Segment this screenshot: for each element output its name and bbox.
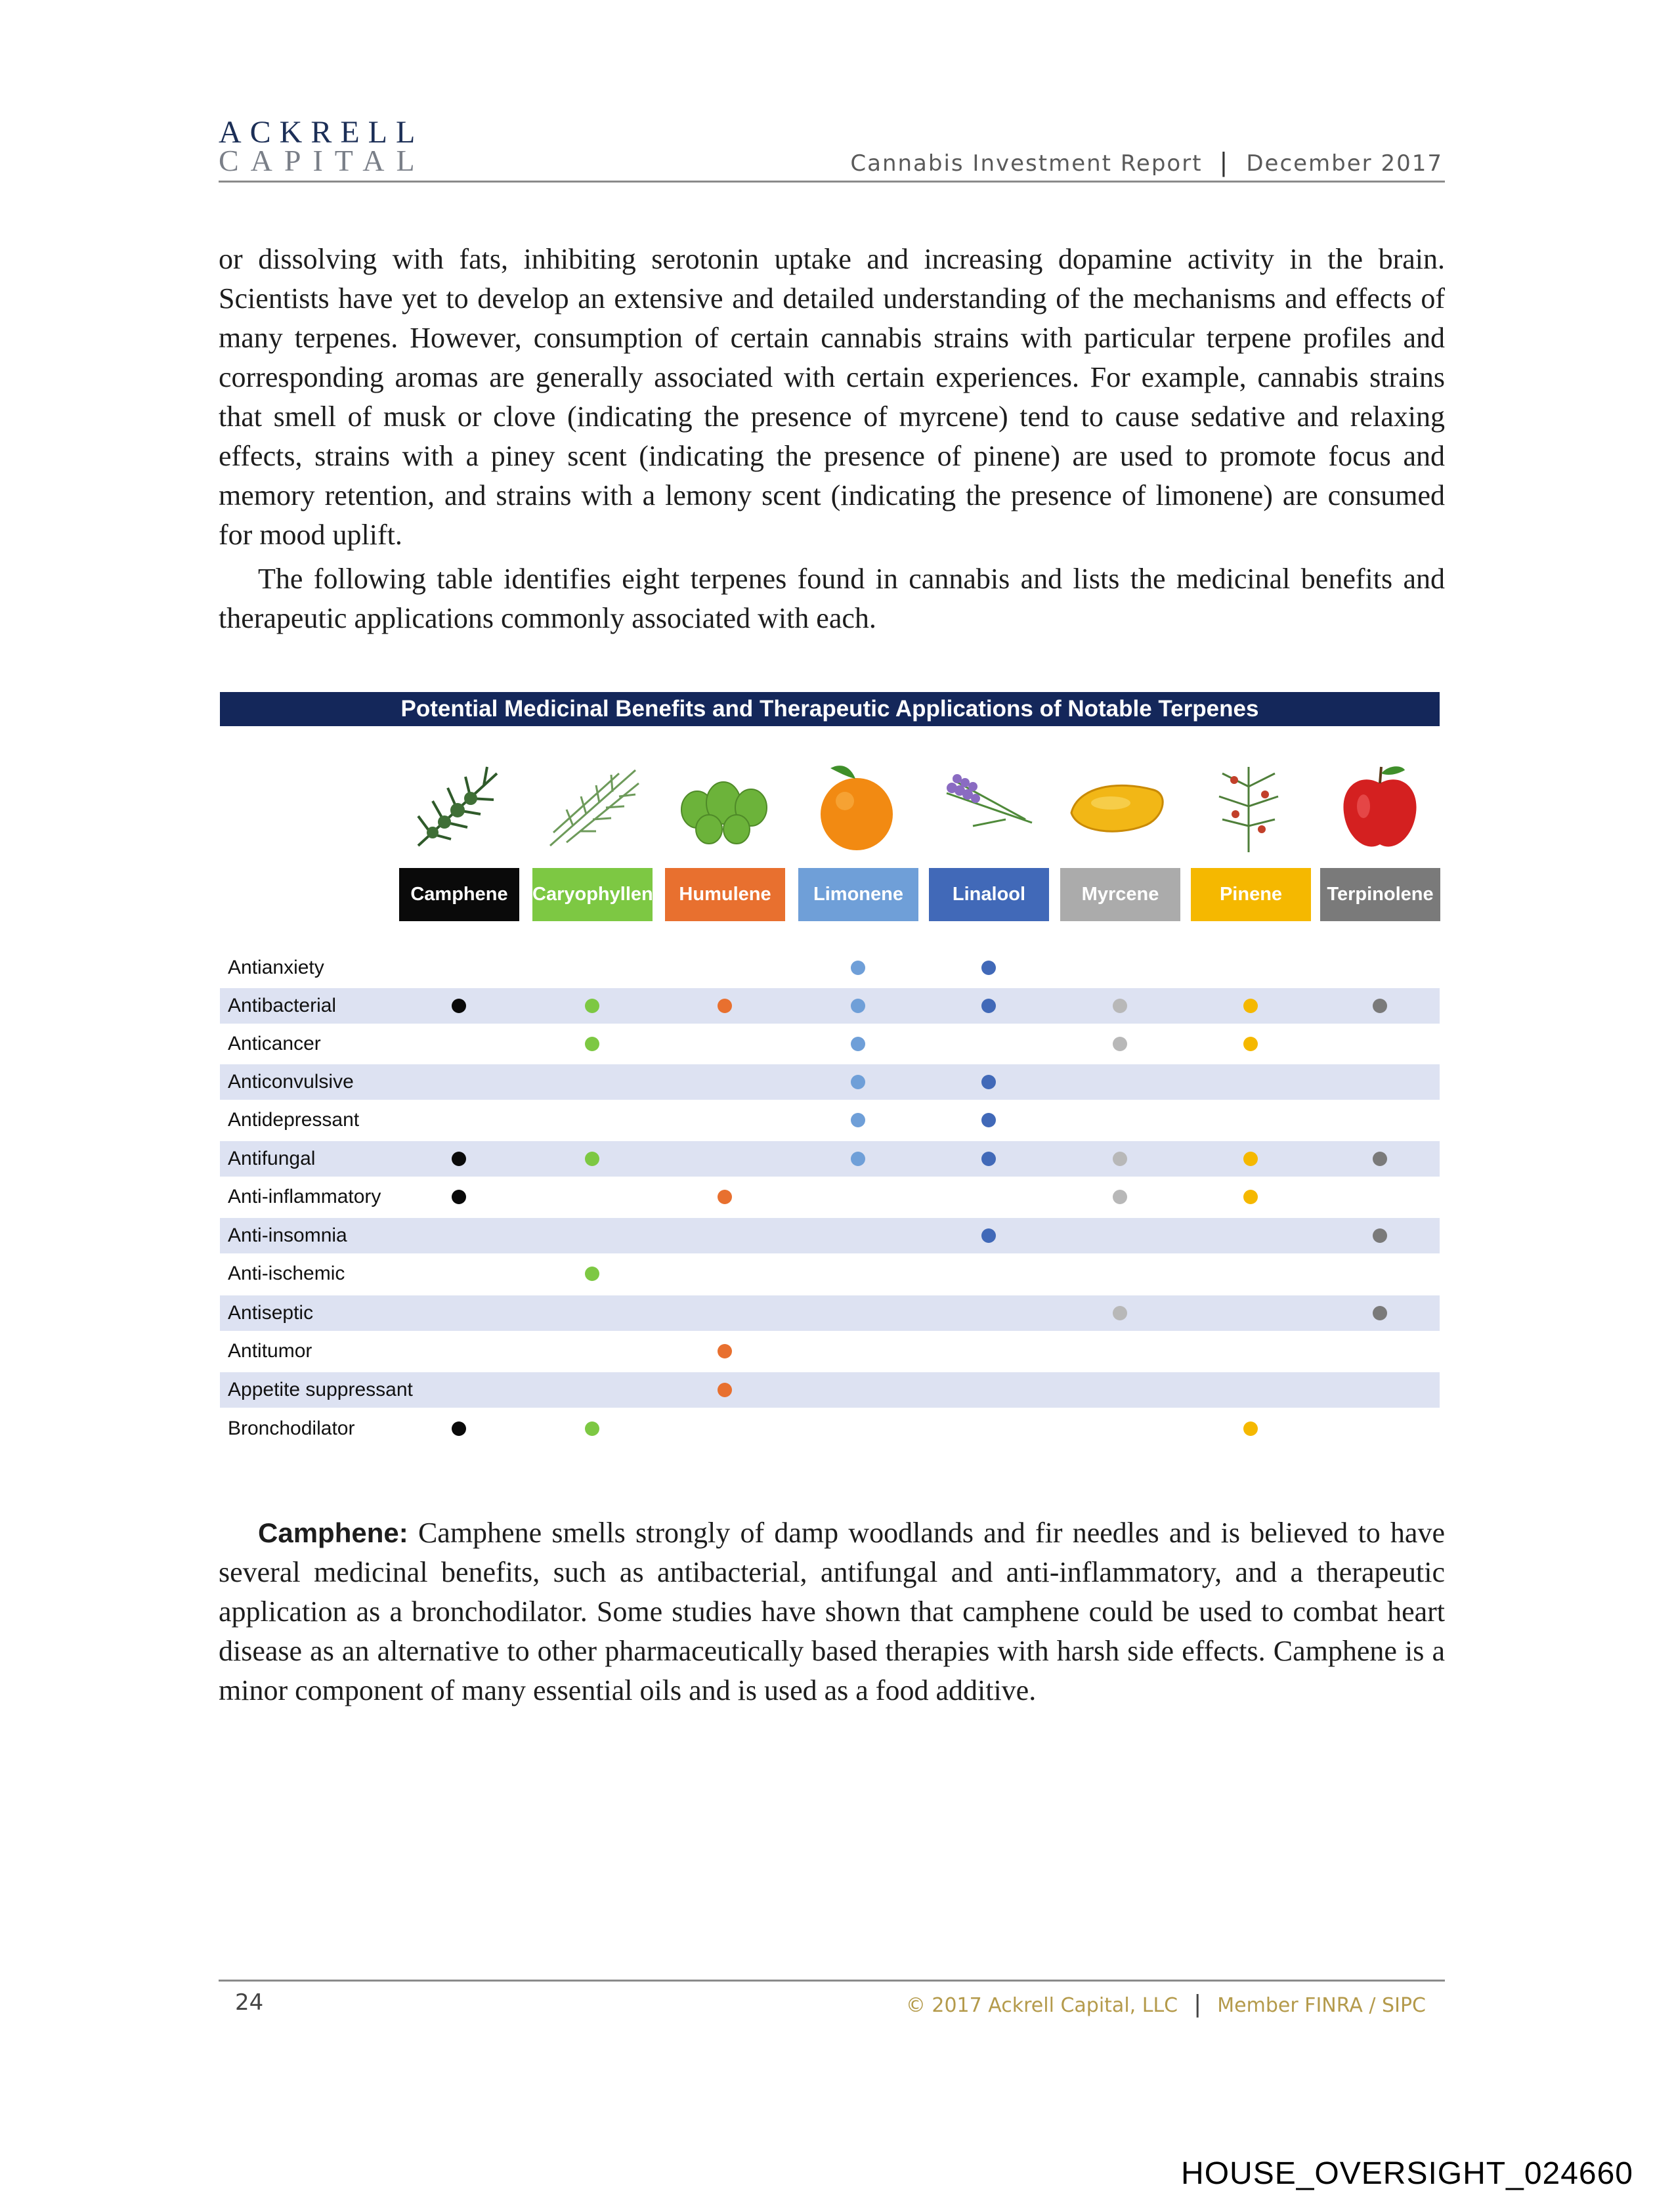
row-label: Antifungal <box>228 1148 316 1169</box>
footer-info <box>906 1991 1426 2018</box>
table-row <box>220 1064 1440 1100</box>
column-header-camphene: Camphene <box>399 868 519 921</box>
benefit-dot-terpinolene <box>1373 999 1387 1013</box>
benefit-dot-caryophyllene <box>585 1267 599 1281</box>
benefit-dot-pinene <box>1243 1190 1258 1204</box>
row-label: Antibacterial <box>228 995 337 1016</box>
column-header-terpinolene: Terpinolene <box>1320 868 1440 921</box>
benefit-dot-pinene <box>1243 999 1258 1013</box>
copyright: © 2017 Ackrell Capital, LLC <box>905 1994 1178 2017</box>
benefit-dot-caryophyllene <box>585 1152 599 1166</box>
benefit-dot-camphene <box>452 1421 466 1436</box>
benefit-dot-myrcene <box>1113 1306 1127 1320</box>
header-info <box>850 148 1443 177</box>
benefit-dot-pinene <box>1243 1037 1258 1051</box>
benefit-dot-linalool <box>981 1075 996 1089</box>
benefit-dot-caryophyllene <box>585 1421 599 1436</box>
column-header-caryophyllene: Caryophyllene <box>532 868 653 921</box>
benefit-dot-terpinolene <box>1373 1306 1387 1320</box>
column-header-limonene: Limonene <box>798 868 918 921</box>
report-date: December 2017 <box>1246 150 1443 177</box>
benefit-dot-myrcene <box>1113 1037 1127 1051</box>
hops-icon <box>671 754 776 859</box>
table-row <box>220 1334 1440 1369</box>
orange-icon <box>804 754 909 859</box>
member-info: Member FINRA / SIPC <box>1217 1994 1426 2017</box>
lavender-icon <box>934 754 1039 859</box>
table-intro-text: The following table identifies eight terpenes found in cannabis and lists the medicinal benefits and therapeutic applications commonly associated with each. <box>219 563 1445 634</box>
benefit-dot-camphene <box>452 999 466 1013</box>
benefit-dot-linalool <box>981 1113 996 1127</box>
logo-capital: CAPITAL <box>219 144 427 177</box>
benefit-dot-limonene <box>851 1075 865 1089</box>
bates-number: HOUSE_OVERSIGHT_024660 <box>1181 2156 1633 2191</box>
benefit-dot-camphene <box>452 1190 466 1204</box>
benefit-dot-linalool <box>981 1152 996 1166</box>
header-separator: | <box>1219 148 1230 177</box>
table-title: Potential Medicinal Benefits and Therapeutic Applications of Notable Terpenes <box>220 692 1440 726</box>
row-label: Anti-insomnia <box>228 1225 347 1246</box>
table-row <box>220 1295 1440 1331</box>
fir-branch-icon <box>405 754 510 859</box>
benefit-dot-pinene <box>1243 1421 1258 1436</box>
header-rule <box>219 181 1445 183</box>
row-label: Antitumor <box>228 1340 312 1362</box>
report-title: Cannabis Investment Report <box>850 150 1203 177</box>
column-header-humulene: Humulene <box>665 868 785 921</box>
table-row <box>220 1102 1440 1138</box>
camphene-heading: Camphene: <box>258 1517 408 1548</box>
table-row <box>220 1372 1440 1408</box>
column-header-myrcene: Myrcene <box>1060 868 1180 921</box>
column-header-linalool: Linalool <box>929 868 1049 921</box>
paragraph-terpene-effects: or dissolving with fats, inhibiting serotonin uptake and increasing dopamine activity in the brain. Scientists have yet to develop an extensive and detailed understanding of the mechanisms and effects of many terpenes. However, consumption of certain cannabis strains with particular terpene profiles and corresponding aromas are generally associated with certain experiences. For example, cannabis strains that smell of musk or clove (indicating the presence of myrcene) tend to cause sedative and relaxing effects, strains with a piney scent (indicating the presence of pinene) are used to promote focus and memory retention, and strains with a lemony scent (indicating the presence of limonene) are consumed for mood uplift. <box>219 243 1445 551</box>
row-label: Bronchodilator <box>228 1418 355 1439</box>
row-label: Anti-inflammatory <box>228 1186 381 1207</box>
benefit-dot-humulene <box>718 1344 732 1358</box>
benefit-dot-caryophyllene <box>585 999 599 1013</box>
row-label: Antianxiety <box>228 957 324 978</box>
table-row <box>220 1026 1440 1062</box>
benefit-dot-terpinolene <box>1373 1228 1387 1243</box>
paragraph-table-intro <box>219 559 1445 638</box>
benefit-dot-myrcene <box>1113 999 1127 1013</box>
row-label: Anti-ischemic <box>228 1263 345 1284</box>
benefit-dot-limonene <box>851 1037 865 1051</box>
column-header-pinene: Pinene <box>1191 868 1311 921</box>
benefit-dot-myrcene <box>1113 1190 1127 1204</box>
logo-ackrell: ACKRELL <box>219 115 424 150</box>
row-label: Antidepressant <box>228 1109 360 1131</box>
benefit-dot-limonene <box>851 1113 865 1127</box>
rosemary-icon <box>540 754 645 859</box>
row-label: Appetite suppressant <box>228 1379 413 1400</box>
page-number: 24 <box>235 1989 264 2016</box>
table-row <box>220 1411 1440 1446</box>
benefit-dot-linalool <box>981 999 996 1013</box>
benefit-dot-camphene <box>452 1152 466 1166</box>
row-label: Antiseptic <box>228 1302 314 1324</box>
pine-icon <box>1196 754 1301 859</box>
table-row <box>220 1218 1440 1253</box>
benefit-dot-limonene <box>851 1152 865 1166</box>
footer-rule <box>219 1980 1445 1982</box>
paragraph-camphene <box>219 1513 1445 1710</box>
benefit-dot-limonene <box>851 999 865 1013</box>
benefit-dot-myrcene <box>1113 1152 1127 1166</box>
footer-separator: | <box>1193 1991 1202 2018</box>
benefit-dot-linalool <box>981 1228 996 1243</box>
row-label: Anticonvulsive <box>228 1071 354 1093</box>
row-label: Anticancer <box>228 1033 321 1054</box>
table-row <box>220 1141 1440 1177</box>
table-row <box>220 950 1440 986</box>
benefit-dot-caryophyllene <box>585 1037 599 1051</box>
benefit-dot-terpinolene <box>1373 1152 1387 1166</box>
mango-icon <box>1065 754 1170 859</box>
table-row <box>220 1256 1440 1291</box>
benefit-dot-limonene <box>851 961 865 975</box>
benefit-dot-linalool <box>981 961 996 975</box>
benefit-dot-humulene <box>718 1190 732 1204</box>
benefit-dot-humulene <box>718 1383 732 1397</box>
camphene-text: Camphene smells strongly of damp woodlands and fir needles and is believed to have several medicinal benefits, such as antibacterial, antifungal and anti-inflammatory, and a therapeutic application as a bronchodilator. Some studies have shown that camphene could be used to combat heart disease as an alternative to other pharmaceutically based therapies with harsh side effects. Camphene is a minor component of many essential oils and is used as a food additive. <box>219 1517 1445 1706</box>
benefit-dot-pinene <box>1243 1152 1258 1166</box>
table-row <box>220 1179 1440 1215</box>
table-row <box>220 988 1440 1024</box>
benefit-dot-humulene <box>718 999 732 1013</box>
apple-icon <box>1327 754 1432 859</box>
